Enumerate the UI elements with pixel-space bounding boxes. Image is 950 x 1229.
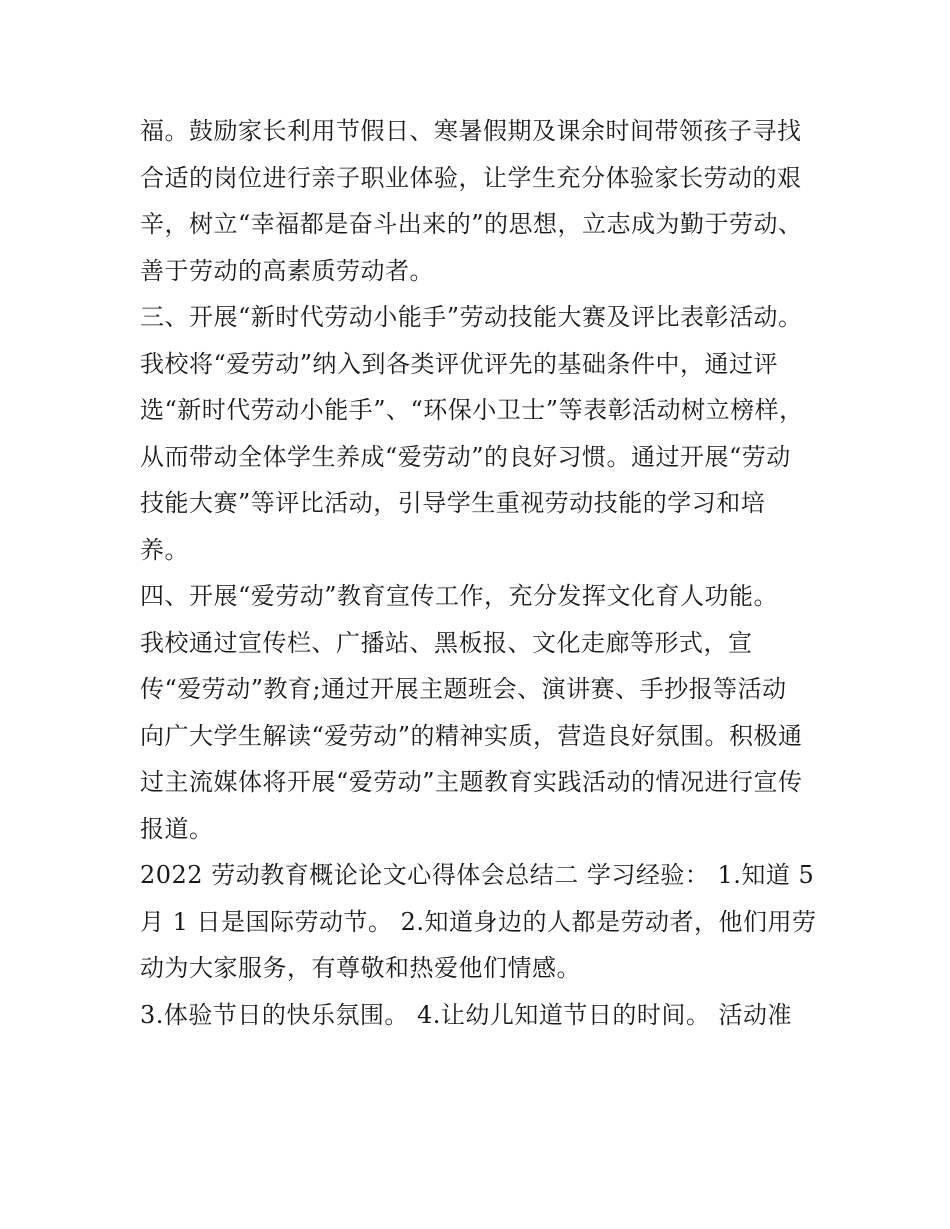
text-line: 报道。 — [140, 814, 214, 843]
document-body — [140, 108, 840, 1038]
text-line: 选“新时代劳动小能手”、“环保小卫士”等表彰活动树立榜样， — [140, 396, 804, 424]
text-line: 动为大家服务，有尊敬和热爱他们情感。 — [140, 954, 581, 982]
text-line: 善于劳动的高素质劳动者。 — [140, 256, 434, 285]
text-line: 养。 — [140, 535, 189, 564]
text-line: 我校将“爱劳动”纳入到各类评优评先的基础条件中，通过评 — [140, 349, 779, 378]
article-title-line: 2022 劳动教育概论论文心得体会总结二 学习经验： 1.知道 5 — [140, 861, 815, 889]
text-line: 3.体验节日的快乐氛围。 4.让幼儿知道节日的时间。 活动准 — [140, 1000, 793, 1029]
text-line: 过主流媒体将开展“爱劳动”主题教育实践活动的情况进行宣传 — [140, 768, 803, 796]
text-line: 技能大赛”等评比活动，引导学生重视劳动技能的学习和培 — [140, 489, 766, 517]
text-line: 我校通过宣传栏、广播站、黑板报、文化走廊等形式，宣 — [140, 628, 753, 657]
text-line: 福。鼓励家长利用节假日、寒暑假期及课余时间带领孩子寻找 — [140, 117, 802, 145]
text-line: 向广大学生解读“爱劳动”的精神实质，营造良好氛围。积极通 — [140, 721, 803, 750]
text-line: 从而带动全体学生养成“爱劳动”的良好习惯。通过开展“劳动 — [140, 442, 791, 471]
text-line: 传“爱劳动”教育;通过开展主题班会、演讲赛、手抄报等活动 — [140, 675, 787, 703]
section-heading-3: 三、开展“新时代劳动小能手”劳动技能大赛及评比表彰活动。 — [140, 303, 803, 331]
section-heading-4: 四、开展“爱劳动”教育宣传工作，充分发挥文化育人功能。 — [140, 582, 779, 610]
text-line: 辛，树立“幸福都是奋斗出来的”的思想，立志成为勤于劳动、 — [140, 210, 803, 238]
text-line: 合适的岗位进行亲子职业体验，让学生充分体验家长劳动的艰 — [140, 163, 802, 192]
text-line: 月 1 日是国际劳动节。 2.知道身边的人都是劳动者，他们用劳 — [140, 907, 817, 936]
